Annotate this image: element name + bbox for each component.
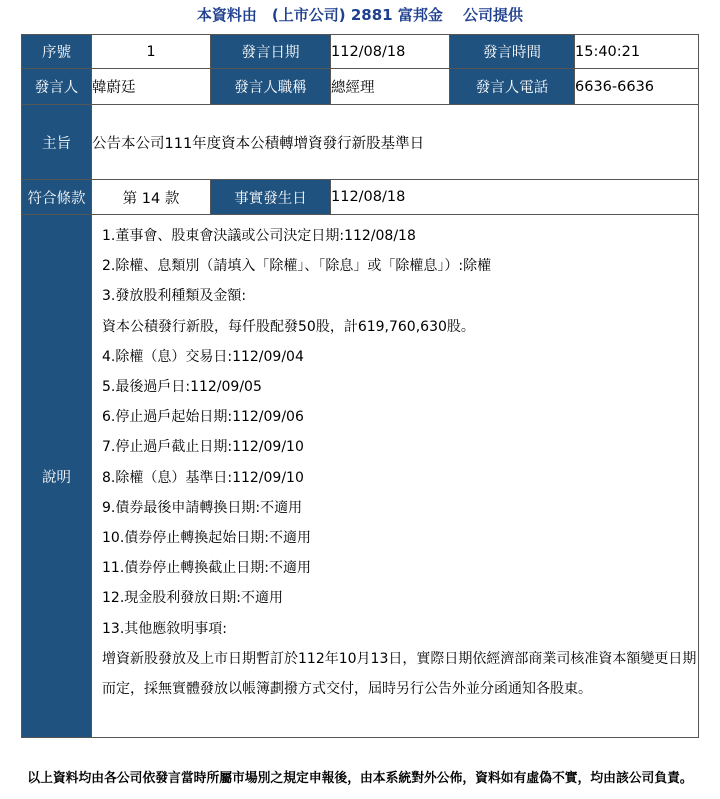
- table-row: [22, 215, 699, 738]
- speaker-title-label: 發言人職稱: [211, 69, 331, 105]
- announce-date-label: 發言日期: [211, 35, 331, 69]
- fact-date-label: 事實發生日: [211, 180, 331, 215]
- announcement-table: [21, 34, 699, 738]
- description-line: 2.除權、息類別（請填入「除權」、「除息」或「除權息」）:除權: [102, 258, 492, 275]
- table-row: [22, 180, 699, 215]
- speaker-phone-value: 6636-6636: [575, 69, 699, 105]
- disclaimer: 以上資料均由各公司依發言當時所屬市場別之規定申報後，由本系統對外公佈，資料如有虛偽不實，均由該公司負責。: [27, 771, 693, 786]
- seq-label: 序號: [22, 35, 92, 69]
- table-row: [22, 35, 699, 69]
- clause-value: 第 14 款: [92, 180, 211, 215]
- table-row: [22, 105, 699, 180]
- description-line: 3.發放股利種類及金額:: [102, 288, 247, 305]
- description-line: 1.董事會、股東會決議或公司決定日期:112/08/18: [102, 228, 416, 244]
- description-line: 9.債券最後申請轉換日期:不適用: [102, 499, 303, 516]
- description-line: 8.除權（息）基準日:112/09/10: [102, 469, 304, 486]
- announce-time-value: 15:40:21: [575, 35, 699, 69]
- description-line: 5.最後過戶日:112/09/05: [102, 379, 262, 396]
- description-line: 7.停止過戶截止日期:112/09/10: [102, 439, 304, 456]
- announce-time-label: 發言時間: [450, 35, 575, 69]
- announce-date-value: 112/08/18: [331, 35, 450, 69]
- speaker-label: 發言人: [22, 69, 92, 105]
- clause-label: 符合條款: [22, 180, 92, 215]
- speaker-phone-label: 發言人電話: [450, 69, 575, 105]
- description-cell: [92, 215, 699, 738]
- description-line: 11.債券停止轉換截止日期:不適用: [102, 560, 311, 577]
- description-line: 12.現金股利發放日期:不適用: [102, 590, 283, 607]
- speaker-value: 韓蔚廷: [92, 69, 211, 105]
- table-row: [22, 69, 699, 105]
- page-title: 本資料由 (上市公司) 2881 富邦金 公司提供: [196, 6, 524, 24]
- description-line: 資本公積發行新股，每仟股配發50股，計619,760,630股。: [102, 318, 475, 335]
- fact-date-value: 112/08/18: [331, 180, 699, 215]
- speaker-title-value: 總經理: [331, 69, 450, 105]
- seq-value: 1: [92, 35, 211, 69]
- description-line: 10.債券停止轉換起始日期:不適用: [102, 530, 311, 547]
- subject-label: 主旨: [22, 105, 92, 180]
- description-line: 4.除權（息）交易日:112/09/04: [102, 348, 304, 365]
- subject-value: 公告本公司111年度資本公積轉增資發行新股基準日: [92, 105, 699, 180]
- description-line: 13.其他應敘明事項:: [102, 620, 227, 637]
- description-notes: [92, 215, 698, 708]
- description-line: 增資新股發放及上市日期暫訂於112年10月13日，實際日期依經濟部商業司核准資本額變更日期而定，採無實體發放以帳簿劃撥方式交付，屆時另行公告外並分函通知各股東。: [102, 650, 697, 698]
- description-line: 6.停止過戶起始日期:112/09/06: [102, 409, 304, 426]
- description-label: 說明: [22, 215, 92, 738]
